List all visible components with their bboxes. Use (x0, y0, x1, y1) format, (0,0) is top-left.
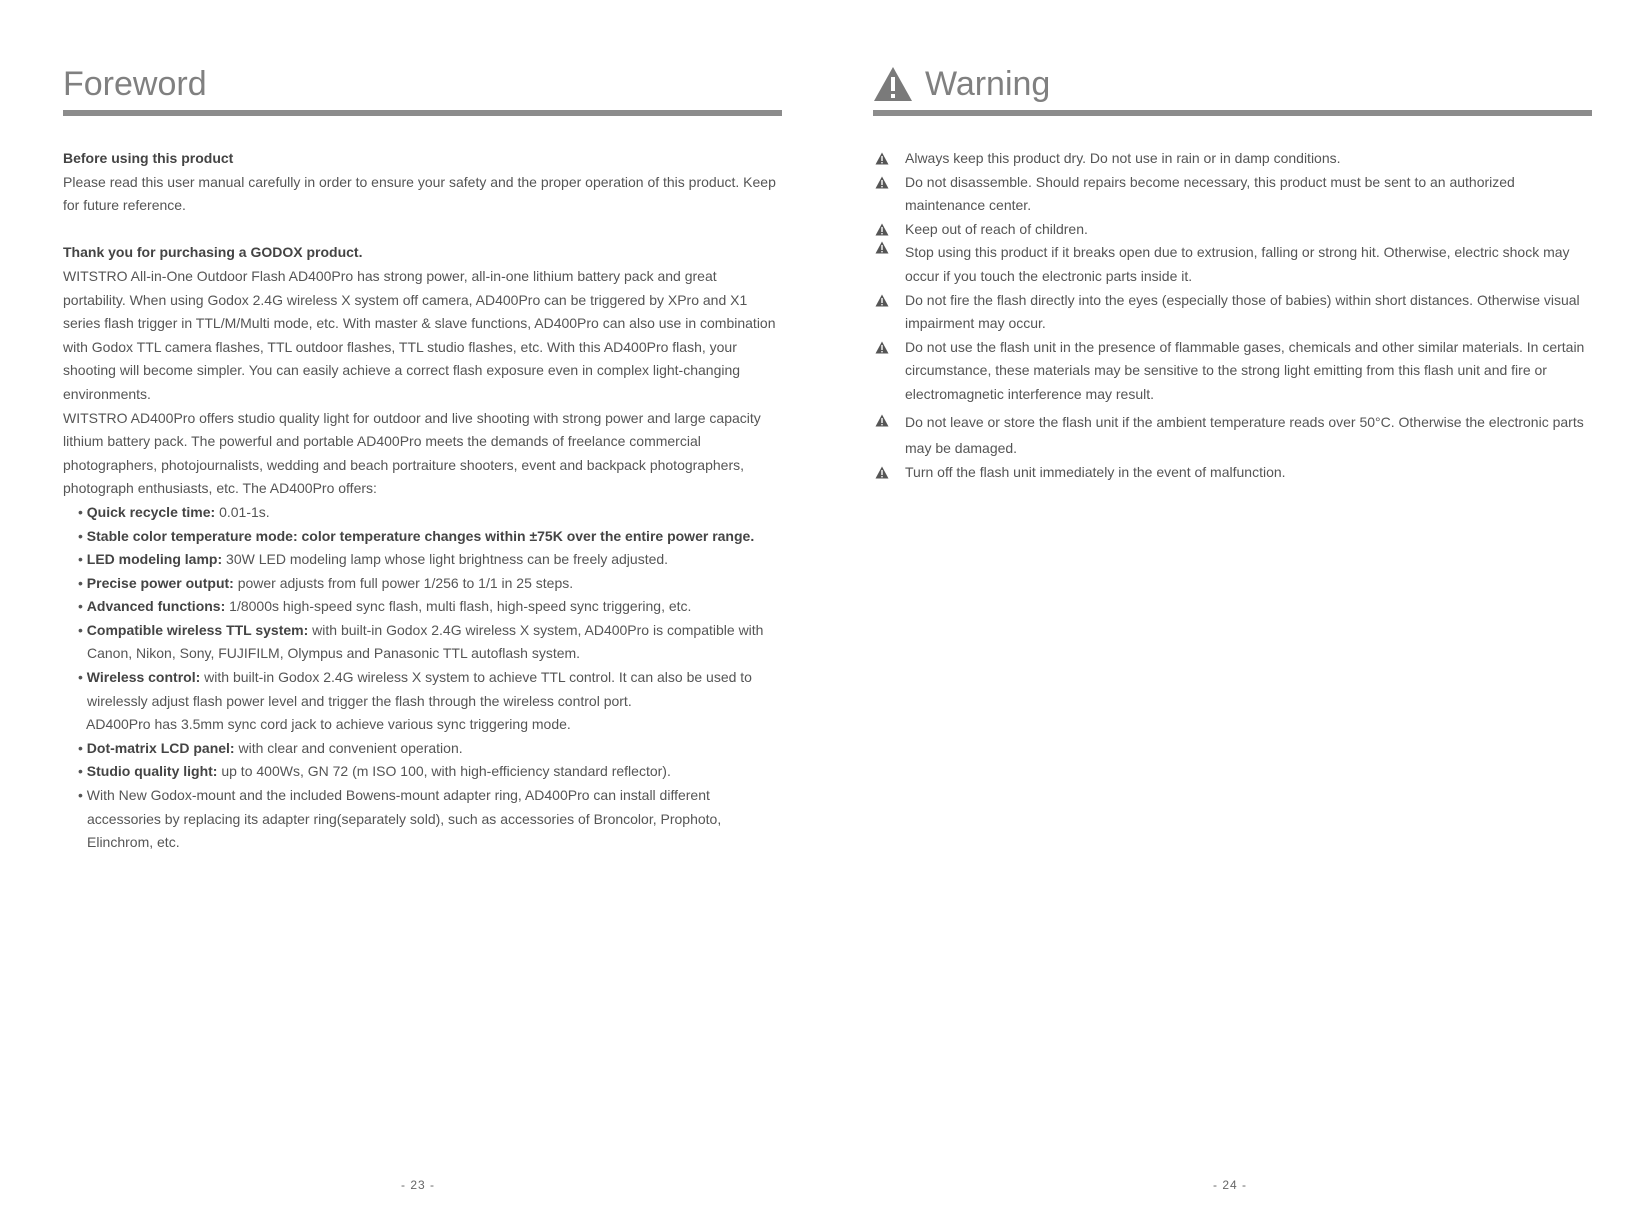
before-heading: Before using this product (63, 150, 234, 166)
warning-icon (875, 294, 889, 307)
feature-item: • Stable color temperature mode: color temperature changes within ±75K over the entire power range. (78, 527, 755, 544)
page-number: - 23 - (401, 1178, 436, 1192)
intro-paragraph-2: WITSTRO AD400Pro offers studio quality light for outdoor and live shooting with strong power and large capacity lithium battery pack. The powerful and portable AD400Pro meets the demands of freelance commercial photographers, photojournalists, wedding and beach portraiture shooters, event and backpack photographers, photograph enthusiasts, etc. The AD400Pro offers: (63, 409, 761, 497)
warning-icon (875, 241, 889, 254)
warning-icon (875, 341, 889, 354)
warning-item: Do not fire the flash directly into the eyes (especially those of babies) within short distances. Otherwise visual impairment may occur. (873, 289, 1592, 336)
intro-paragraph-1: WITSTRO All-in-One Outdoor Flash AD400Pro has strong power, all-in-one lithium battery pack and great portability. When using Godox 2.4G wireless X system off camera, AD400Pro can be triggered by XPro and X1 series flash trigger in TTL/M/Multi mode, etc. With master & slave functions, AD400Pro can also use in combination with Godox TTL camera flashes, TTL outdoor flashes, TTL studio flashes, etc. With this AD400Pro flash, your shooting will become simpler. You can easily achieve a correct flash exposure even in complex light-changing environments. (63, 267, 776, 402)
warning-item: Stop using this product if it breaks open due to extrusion, falling or strong hit. Otherwise, electric shock may occur if you touch the electronic parts inside it. (873, 241, 1592, 288)
warning-item: Do not use the flash unit in the presence of flammable gases, chemicals and other similar materials. In certain circumstance, these materials may be sensitive to the strong light emitting from this flash unit and fire or electromagnetic interference may result. (873, 336, 1592, 407)
warning-list (873, 147, 1592, 484)
warning-icon (875, 466, 889, 479)
feature-item: • LED modeling lamp: 30W LED modeling lamp whose light brightness can be freely adjusted. (78, 551, 669, 568)
warning-icon (875, 414, 889, 427)
before-text: Please read this user manual carefully in order to ensure your safety and the proper operation of this product. Keep for future reference. (63, 173, 776, 214)
page-title (873, 62, 1050, 106)
warning-item: Do not disassemble. Should repairs become necessary, this product must be sent to an authorized maintenance center. (873, 171, 1592, 218)
page-number: - 24 - (1213, 1178, 1248, 1192)
warning-title: Warning (925, 65, 1051, 103)
warning-icon (873, 66, 913, 102)
warning-item: Do not leave or store the flash unit if the ambient temperature reads over 50°C. Otherwise the electronic parts may be damaged. (873, 409, 1592, 461)
warning-item: Keep out of reach of children. (873, 218, 1592, 242)
feature-item: • With New Godox-mount and the included Bowens-mount adapter ring, AD400Pro can install different accessories by replacing its adapter ring(separately sold), such as accessories of Broncolor, Prophoto, Elinchrom, etc. (78, 787, 722, 851)
warning-icon (875, 176, 889, 189)
feature-item: • Advanced functions: 1/8000s high-speed sync flash, multi flash, high-speed sync triggering, etc. (78, 598, 692, 615)
warning-item: Turn off the flash unit immediately in the event of malfunction. (873, 461, 1592, 485)
feature-item: • Wireless control: with built-in Godox 2.4G wireless X system to achieve TTL control. It can also be used to wirelessly adjust flash power level and trigger the flash through the wireless control port. (78, 669, 752, 709)
foreword-body (63, 147, 782, 855)
warning-item: Always keep this product dry. Do not use in rain or in damp conditions. (873, 147, 1592, 171)
warning-icon (875, 223, 889, 236)
feature-item-continuation: AD400Pro has 3.5mm sync cord jack to achieve various sync triggering mode. (86, 716, 571, 733)
feature-item: • Precise power output: power adjusts from full power 1/256 to 1/1 in 25 steps. (78, 574, 574, 591)
page-title: Foreword (63, 65, 207, 103)
feature-item: • Dot-matrix LCD panel: with clear and convenient operation. (78, 739, 463, 756)
title-rule (63, 110, 782, 116)
thanks-heading: Thank you for purchasing a GODOX product. (63, 244, 363, 261)
warning-icon (875, 152, 889, 165)
title-rule (873, 110, 1592, 116)
feature-item: • Studio quality light: up to 400Ws, GN 72 (m ISO 100, with high-efficiency standard reflector). (78, 763, 671, 780)
feature-item: • Compatible wireless TTL system: with built-in Godox 2.4G wireless X system, AD400Pro is compatible with Canon, Nikon, Sony, FUJIFILM, Olympus and Panasonic TTL autoflash system. (78, 621, 764, 662)
feature-item: • Quick recycle time: 0.01-1s. (78, 503, 270, 520)
